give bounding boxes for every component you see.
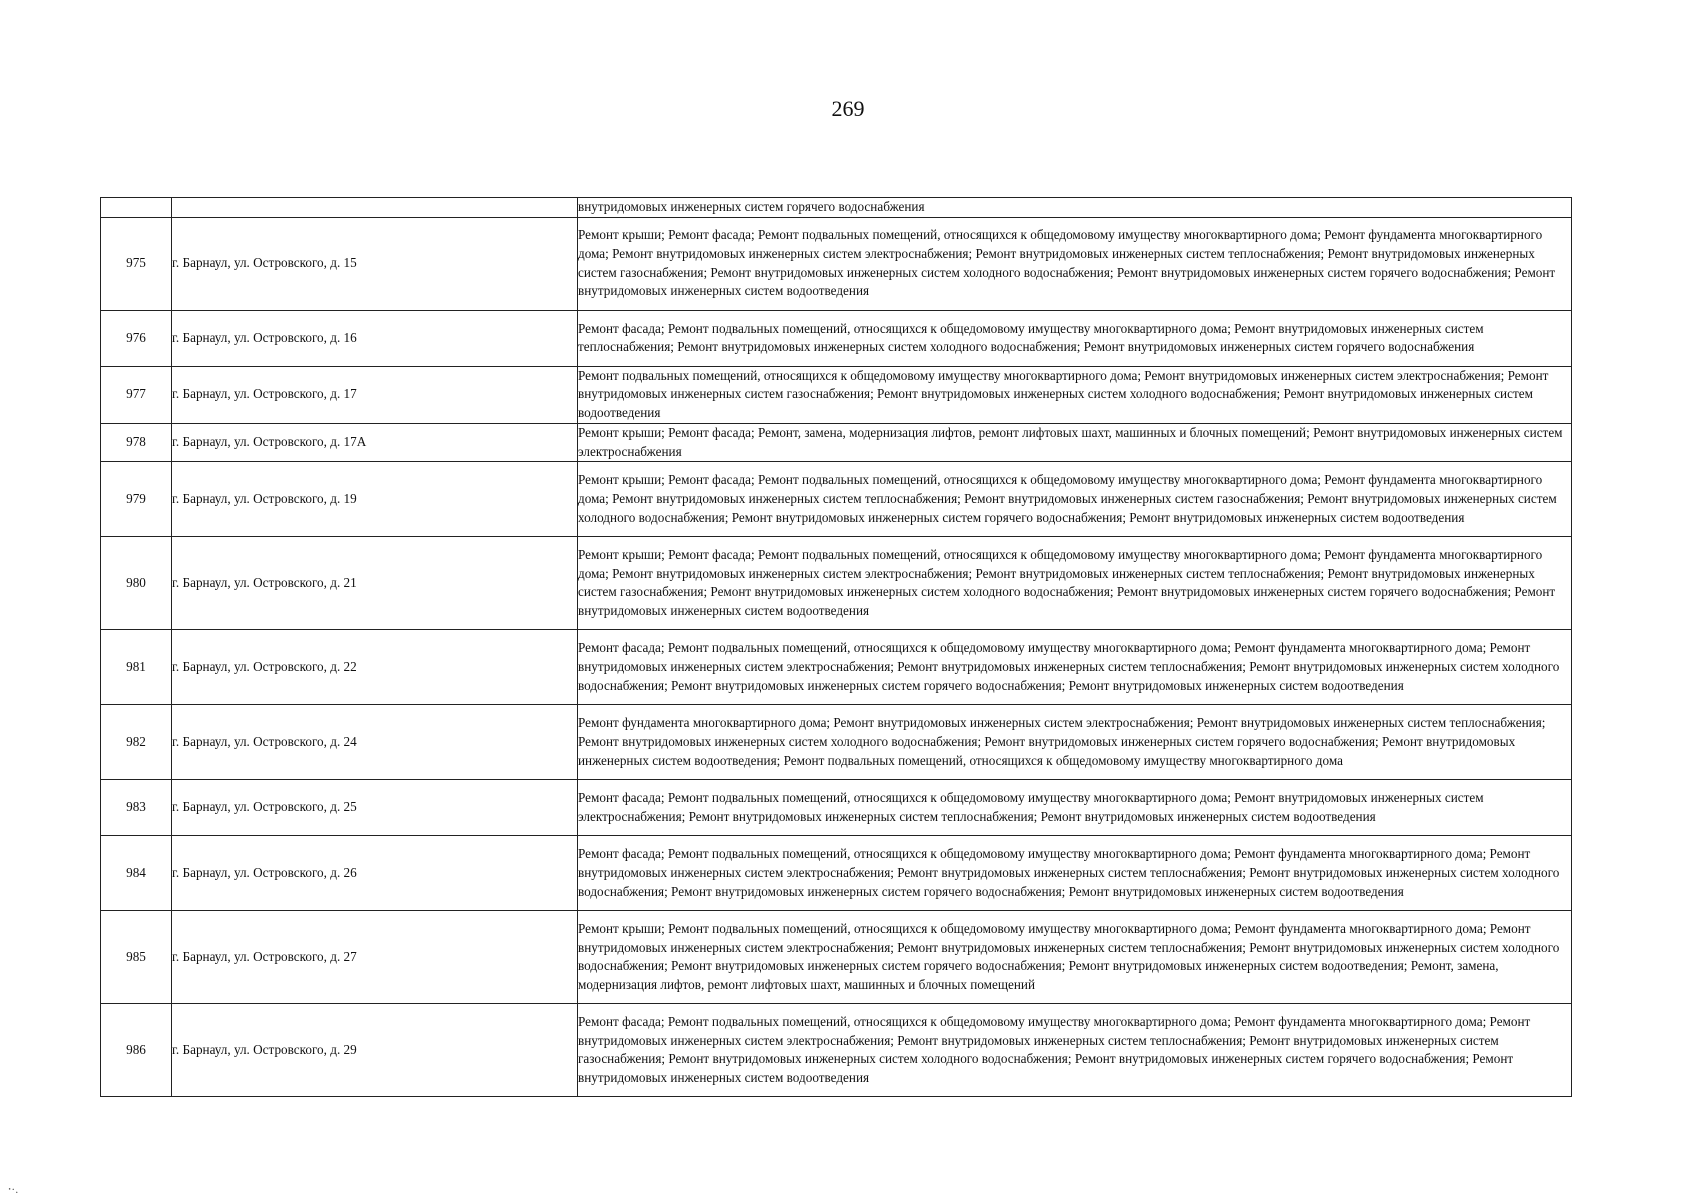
works-cell: Ремонт фасада; Ремонт подвальных помещений, относящихся к общедомовому имуществу многоквартирного дома; Ремонт фундамента многоквартирного дома; Ремонт внутридомовых инженерных систем электроснабжения; Ремонт внутридомовых инженерных систем теплоснабжения; Ремонт внутридомовых инженерных систем холодного водоснабжения; Ремонт внутридомовых инженерных систем горячего водоснабжения; Ремонт внутридомовых инженерных систем водоотведения — [578, 836, 1572, 911]
table-row — [101, 836, 1572, 911]
table-row — [101, 780, 1572, 836]
row-number-cell: 982 — [101, 705, 172, 780]
table-row — [101, 366, 1572, 423]
works-cell: Ремонт фасада; Ремонт подвальных помещений, относящихся к общедомовому имуществу многоквартирного дома; Ремонт внутридомовых инженерных систем теплоснабжения; Ремонт внутридомовых инженерных систем холодного водоснабжения; Ремонт внутридомовых инженерных систем горячего водоснабжения — [578, 310, 1572, 366]
works-cell: Ремонт крыши; Ремонт фасада; Ремонт подвальных помещений, относящихся к общедомовому имуществу многоквартирного дома; Ремонт фундамента многоквартирного дома; Ремонт внутридомовых инженерных систем теплоснабжения; Ремонт внутридомовых инженерных систем газоснабжения; Ремонт внутридомовых инженерных систем холодного водоснабжения; Ремонт внутридомовых инженерных систем горячего водоснабжения; Ремонт внутридомовых инженерных систем водоотведения — [578, 462, 1572, 537]
table-row — [101, 911, 1572, 1004]
row-number-cell: 981 — [101, 630, 172, 705]
table-row — [101, 1004, 1572, 1097]
table-row — [101, 705, 1572, 780]
address-cell: г. Барнаул, ул. Островского, д. 15 — [172, 217, 578, 310]
row-number-cell — [101, 198, 172, 218]
address-cell: г. Барнаул, ул. Островского, д. 27 — [172, 911, 578, 1004]
works-cell: внутридомовых инженерных систем горячего водоснабжения — [578, 198, 1572, 218]
table-row — [101, 630, 1572, 705]
continuation-row — [101, 198, 1572, 218]
scan-speck: ⸱·. — [8, 1182, 19, 1196]
table-row — [101, 423, 1572, 461]
table-row — [101, 537, 1572, 630]
works-cell: Ремонт фасада; Ремонт подвальных помещений, относящихся к общедомовому имуществу многоквартирного дома; Ремонт фундамента многоквартирного дома; Ремонт внутридомовых инженерных систем электроснабжения; Ремонт внутридомовых инженерных систем теплоснабжения; Ремонт внутридомовых инженерных систем холодного водоснабжения; Ремонт внутридомовых инженерных систем горячего водоснабжения; Ремонт внутридомовых инженерных систем водоотведения — [578, 630, 1572, 705]
table-row — [101, 310, 1572, 366]
row-number-cell: 986 — [101, 1004, 172, 1097]
works-cell: Ремонт фасада; Ремонт подвальных помещений, относящихся к общедомовому имуществу многоквартирного дома; Ремонт внутридомовых инженерных систем электроснабжения; Ремонт внутридомовых инженерных систем теплоснабжения; Ремонт внутридомовых инженерных систем водоотведения — [578, 780, 1572, 836]
row-number-cell: 984 — [101, 836, 172, 911]
address-cell: г. Барнаул, ул. Островского, д. 26 — [172, 836, 578, 911]
page-number: 269 — [831, 96, 865, 121]
address-cell: г. Барнаул, ул. Островского, д. 16 — [172, 310, 578, 366]
table-row — [101, 217, 1572, 310]
works-cell: Ремонт крыши; Ремонт фасада; Ремонт подвальных помещений, относящихся к общедомовому имуществу многоквартирного дома; Ремонт фундамента многоквартирного дома; Ремонт внутридомовых инженерных систем электроснабжения; Ремонт внутридомовых инженерных систем теплоснабжения; Ремонт внутридомовых инженерных систем газоснабжения; Ремонт внутридомовых инженерных систем холодного водоснабжения; Ремонт внутридомовых инженерных систем горячего водоснабжения; Ремонт внутридомовых инженерных систем водоотведения — [578, 537, 1572, 630]
address-cell: г. Барнаул, ул. Островского, д. 19 — [172, 462, 578, 537]
works-cell: Ремонт крыши; Ремонт фасада; Ремонт, замена, модернизация лифтов, ремонт лифтовых шахт, машинных и блочных помещений; Ремонт внутридомовых инженерных систем электроснабжения — [578, 423, 1572, 461]
address-cell: г. Барнаул, ул. Островского, д. 29 — [172, 1004, 578, 1097]
works-cell: Ремонт фасада; Ремонт подвальных помещений, относящихся к общедомовому имуществу многоквартирного дома; Ремонт фундамента многоквартирного дома; Ремонт внутридомовых инженерных систем электроснабжения; Ремонт внутридомовых инженерных систем теплоснабжения; Ремонт внутридомовых инженерных систем газоснабжения; Ремонт внутридомовых инженерных систем холодного водоснабжения; Ремонт внутридомовых инженерных систем горячего водоснабжения; Ремонт внутридомовых инженерных систем водоотведения — [578, 1004, 1572, 1097]
address-cell: г. Барнаул, ул. Островского, д. 17 — [172, 366, 578, 423]
table-row — [101, 462, 1572, 537]
row-number-cell: 979 — [101, 462, 172, 537]
row-number-cell: 975 — [101, 217, 172, 310]
row-number-cell: 978 — [101, 423, 172, 461]
address-cell: г. Барнаул, ул. Островского, д. 25 — [172, 780, 578, 836]
address-cell: г. Барнаул, ул. Островского, д. 22 — [172, 630, 578, 705]
address-cell — [172, 198, 578, 218]
works-cell: Ремонт подвальных помещений, относящихся к общедомовому имуществу многоквартирного дома; Ремонт внутридомовых инженерных систем электроснабжения; Ремонт внутридомовых инженерных систем газоснабжения; Ремонт внутридомовых инженерных систем холодного водоснабжения; Ремонт внутридомовых инженерных систем водоотведения — [578, 366, 1572, 423]
row-number-cell: 976 — [101, 310, 172, 366]
works-cell: Ремонт крыши; Ремонт фасада; Ремонт подвальных помещений, относящихся к общедомовому имуществу многоквартирного дома; Ремонт фундамента многоквартирного дома; Ремонт внутридомовых инженерных систем электроснабжения; Ремонт внутридомовых инженерных систем теплоснабжения; Ремонт внутридомовых инженерных систем газоснабжения; Ремонт внутридомовых инженерных систем холодного водоснабжения; Ремонт внутридомовых инженерных систем горячего водоснабжения; Ремонт внутридомовых инженерных систем водоотведения — [578, 217, 1572, 310]
address-cell: г. Барнаул, ул. Островского, д. 17А — [172, 423, 578, 461]
works-cell: Ремонт фундамента многоквартирного дома; Ремонт внутридомовых инженерных систем электроснабжения; Ремонт внутридомовых инженерных систем теплоснабжения; Ремонт внутридомовых инженерных систем холодного водоснабжения; Ремонт внутридомовых инженерных систем горячего водоснабжения; Ремонт внутридомовых инженерных систем водоотведения; Ремонт подвальных помещений, относящихся к общедомовому имуществу многоквартирного дома — [578, 705, 1572, 780]
repair-works-table — [100, 197, 1572, 1097]
address-cell: г. Барнаул, ул. Островского, д. 24 — [172, 705, 578, 780]
row-number-cell: 977 — [101, 366, 172, 423]
address-cell: г. Барнаул, ул. Островского, д. 21 — [172, 537, 578, 630]
works-cell: Ремонт крыши; Ремонт подвальных помещений, относящихся к общедомовому имуществу многоквартирного дома; Ремонт фундамента многоквартирного дома; Ремонт внутридомовых инженерных систем электроснабжения; Ремонт внутридомовых инженерных систем теплоснабжения; Ремонт внутридомовых инженерных систем холодного водоснабжения; Ремонт внутридомовых инженерных систем горячего водоснабжения; Ремонт внутридомовых инженерных систем водоотведения; Ремонт, замена, модернизация лифтов, ремонт лифтовых шахт, машинных и блочных помещений — [578, 911, 1572, 1004]
row-number-cell: 983 — [101, 780, 172, 836]
row-number-cell: 985 — [101, 911, 172, 1004]
row-number-cell: 980 — [101, 537, 172, 630]
